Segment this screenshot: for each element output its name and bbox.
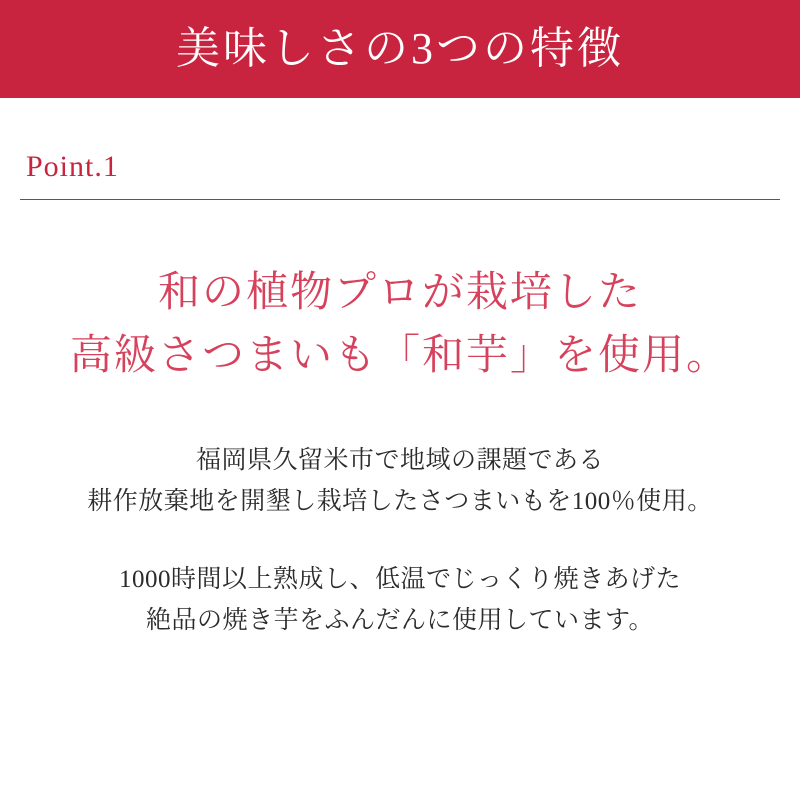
headline-line-1: 和の植物プロが栽培した bbox=[157, 270, 642, 316]
body-paragraph-1-line-2: 耕作放棄地を開墾し栽培したさつまいもを100％使用。 bbox=[87, 488, 713, 516]
page-title: 美味しさの3つの特徴 bbox=[176, 24, 624, 73]
point-label: Point.1 bbox=[26, 150, 119, 183]
body-paragraph-2 bbox=[0, 559, 800, 642]
body-paragraph-1 bbox=[0, 440, 800, 523]
body-text bbox=[0, 440, 800, 641]
headline-line-2: 高級さつまいも「和芋」を使用。 bbox=[69, 333, 730, 379]
header-banner bbox=[0, 0, 800, 98]
headline bbox=[0, 262, 800, 388]
body-paragraph-2-line-2: 絶品の焼き芋をふんだんに使用しています。 bbox=[145, 606, 654, 634]
body-paragraph-1-line-1: 福岡県久留米市で地域の課題である bbox=[195, 447, 604, 474]
point-section bbox=[20, 98, 780, 200]
body-paragraph-2-line-1: 1000時間以上熟成し、低温でじっくり焼きあげた bbox=[118, 565, 681, 593]
point-divider bbox=[20, 199, 780, 200]
